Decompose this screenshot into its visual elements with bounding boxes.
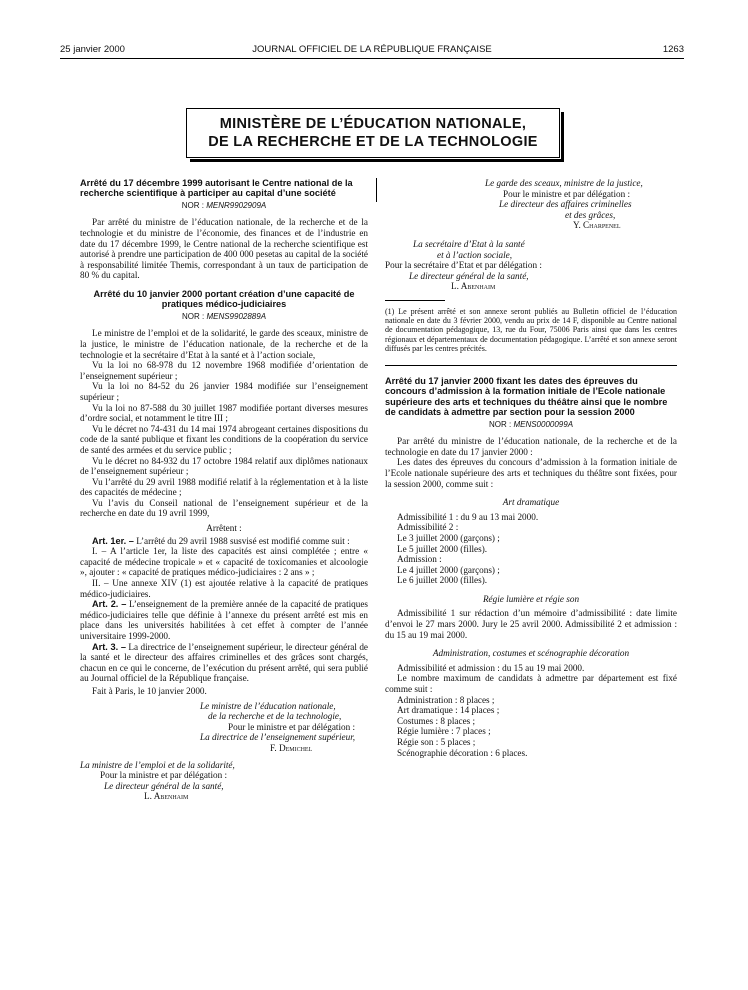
header-rule xyxy=(60,58,684,59)
sig-line: et à l’action sociale, xyxy=(437,249,513,260)
sig-line: La ministre de l’emploi et de la solidarité, xyxy=(80,759,235,770)
decree-1-body: Par arrêté du ministre de l’éducation nationale, de la recherche et de la technologie et du ministre de l’économie, des finances et de l’industrie en date du 17 décembre 1999, le Centre national de la recherche scientifique est autorisé à prendre une participation de 400 000 pesetas au capital de la société à responsabilité limitée Themis, correspondant à un taux de participation de 80 % du capital. xyxy=(80,217,368,281)
right-column xyxy=(385,178,677,758)
article-3-label: Art. 3. – xyxy=(92,641,126,652)
schedule-line: Le 3 juillet 2000 (garçons) ; xyxy=(397,532,500,543)
heading-administration: Administration, costumes et scénographie décoration xyxy=(432,648,630,659)
quota-line: Régie son : 5 places ; xyxy=(397,737,476,748)
nor-code: MENS9902889A xyxy=(206,311,267,321)
section-separator xyxy=(385,365,677,366)
quota-line: Régie lumière : 7 places ; xyxy=(397,726,491,737)
schedule-line: Admission : xyxy=(397,554,442,565)
signature-block-1 xyxy=(200,701,368,754)
decree-3-p1: Par arrêté du ministre de l’éducation nationale, de la recherche et de la technologie en date du 17 janvier 2000 : xyxy=(385,436,677,457)
signature-block-3 xyxy=(485,178,677,231)
column-separator xyxy=(376,178,377,202)
footnote-rule xyxy=(385,300,445,301)
heading-regie: Régie lumière et régie son xyxy=(482,593,580,604)
visa-2: Vu la loi no 84-52 du 26 janvier 1984 modifiée sur l’enseignement supérieur ; xyxy=(80,381,368,402)
article-1 xyxy=(80,536,368,547)
visa-1: Vu la loi no 68-978 du 12 novembre 1968 modifiée d’orientation de l’enseignement supérieur ; xyxy=(80,360,368,381)
decree-2-preamble: Le ministre de l’emploi et de la solidarité, le garde des sceaux, ministre de la justice, le ministre de l’éducation nationale, de la recherche et de la technologie et la secrétaire d’Etat à la santé et à l’action sociale, xyxy=(80,328,368,360)
left-column xyxy=(80,178,368,802)
schedule-line: Admissibilité 2 : xyxy=(397,522,459,533)
heading-art-dramatique: Art dramatique xyxy=(502,497,560,508)
sig-line: et des grâces, xyxy=(565,209,616,220)
page-header xyxy=(60,44,684,58)
sig-line: La directrice de l’enseignement supérieur, xyxy=(200,732,356,743)
nor-code: MENS0000099A xyxy=(513,419,574,429)
schedule-line: Admissibilité 1 : du 9 au 13 mai 2000. xyxy=(397,511,539,522)
signatory-name: L. Abenhaim xyxy=(144,791,189,802)
schedule-regie: Admissibilité 1 sur rédaction d’un mémoire d’admissibilité : date limite d’envoi le 27 mars 2000. Jury le 25 avril 2000. Admissibilité 2 et admission : du 15 au 19 mai 2000. xyxy=(385,608,677,640)
sig-line: de la recherche et de la technologie, xyxy=(208,711,342,722)
decree-2-nor xyxy=(80,312,368,323)
sig-line: Pour la secrétaire d’Etat et par délégation : xyxy=(385,260,542,271)
decree-3-nor xyxy=(385,420,677,431)
article-3-text: La directrice de l’enseignement supérieur, le directeur général de la santé et le directeur des affaires criminelles et des grâces sont chargés, chacun en ce qui le concerne, de l’exécution du présent arrêté, qui sera publié au Journal officiel de la République française. xyxy=(80,641,369,684)
schedule-line: Le 4 juillet 2000 (garçons) ; xyxy=(397,564,500,575)
fait-a-paris: Fait à Paris, le 10 janvier 2000. xyxy=(92,685,207,696)
sig-line: Pour la ministre et par délégation : xyxy=(100,770,228,781)
article-3 xyxy=(80,642,368,684)
schedule-line: Le 5 juillet 2000 (filles). xyxy=(397,543,488,554)
ministry-line-2: DE LA RECHERCHE ET DE LA TECHNOLOGIE xyxy=(208,134,538,150)
sig-line: Pour le ministre et par délégation : xyxy=(503,188,631,199)
visa-4: Vu le décret no 74-431 du 14 mai 1974 abrogeant certaines dispositions du code de la santé publique et fixant les conditions de la coopération du service de santé des armées et du service public ; xyxy=(80,423,368,455)
decree-3-title: Arrêté du 17 janvier 2000 fixant les dates des épreuves du concours d’admission à la formation initiale de l’Ecole nationale supérieure des arts et techniques du théâtre ainsi que le nombre de candidats à admettre par section pour la session 2000 xyxy=(385,375,668,418)
quota-line: Costumes : 8 places ; xyxy=(397,715,476,726)
ministry-box xyxy=(186,108,560,158)
sig-line: Le ministre de l’éducation nationale, xyxy=(200,700,336,711)
article-2-label: Art. 2. – xyxy=(92,599,127,610)
footnote: (1) Le présent arrêté et son annexe seront publiés au Bulletin officiel de l’éducation nationale en date du 3 février 2000, vendu au prix de 14 F, disponible au Centre national de documentation pédagogique, 13, rue du Four, 75006 Paris ainsi que dans les centres régionaux et départementaux de documentation pédagogique. L’arrêté et son annexe seront diffusés par les centres précités. xyxy=(385,306,677,353)
sig-line: Le directeur des affaires criminelles xyxy=(499,199,632,210)
decree-1-title: Arrêté du 17 décembre 1999 autorisant le Centre national de la recherche scientifique à participer au capital d’une société xyxy=(80,178,353,199)
decree-3-p2: Les dates des épreuves du concours d’admission à la formation initiale de l’Ecole nationale supérieure des arts et techniques du théâtre sont fixées, pour la session 2000, comme suit : xyxy=(385,457,677,489)
article-1-label: Art. 1er. – xyxy=(92,535,134,546)
nor-label: NOR : xyxy=(181,200,204,210)
quota-intro: Le nombre maximum de candidats à admettre par département est fixé comme suit : xyxy=(385,673,677,695)
sig-line: Le directeur général de la santé, xyxy=(409,270,529,281)
visa-3: Vu la loi no 87-588 du 30 juillet 1987 modifiée portant diverses mesures d’ordre social, et notamment le titre III ; xyxy=(80,402,368,424)
quota-line: Administration : 8 places ; xyxy=(397,694,495,705)
visa-7: Vu l’avis du Conseil national de l’enseignement supérieur et de la recherche en date du 19 avril 1999, xyxy=(80,497,368,519)
article-2 xyxy=(80,599,368,641)
header-journal-title: JOURNAL OFFICIEL DE LA RÉPUBLIQUE FRANÇAISE xyxy=(252,44,492,55)
visa-6: Vu l’arrêté du 29 avril 1988 modifié relatif à la réglementation et à la liste des capacités de médecine ; xyxy=(80,476,368,498)
article-2-text: L’enseignement de la première année de la capacité de pratiques médico-judiciaires telle que définie à l’annexe du présent arrêté est mis en place dans les universités habilitées à cet effet à compter de l’année universitaire 1999-2000. xyxy=(80,599,369,641)
quota-line: Scénographie décoration : 6 places. xyxy=(397,747,528,758)
decree-2-title: Arrêté du 10 janvier 2000 portant création d’une capacité de pratiques médico-judiciaires xyxy=(93,288,355,310)
signature-block-2 xyxy=(80,760,368,802)
signature-block-4 xyxy=(385,239,677,292)
ministry-line-1: MINISTÈRE DE L’ÉDUCATION NATIONALE, xyxy=(219,116,527,132)
signatory-name: L. Abenhaim xyxy=(451,281,496,292)
signatory-name: F. Demichel xyxy=(270,742,313,753)
sig-line: Pour le ministre et par délégation : xyxy=(228,721,356,732)
nor-code: MENR9902909A xyxy=(206,200,267,210)
nor-label: NOR : xyxy=(488,419,512,429)
sig-line: Le directeur général de la santé, xyxy=(104,780,224,791)
header-date: 25 janvier 2000 xyxy=(60,44,125,55)
schedule-administration: Admissibilité et admission : du 15 au 19 mai 2000. xyxy=(397,662,585,673)
signatory-name: Y. Charpenel xyxy=(573,220,621,231)
quota-line: Art dramatique : 14 places ; xyxy=(397,705,500,716)
visa-5: Vu le décret no 84-932 du 17 octobre 1984 relatif aux diplômes nationaux de l’enseignement supérieur ; xyxy=(80,455,368,477)
article-1-text: L’arrêté du 29 avril 1988 susvisé est modifié comme suit : xyxy=(136,535,350,546)
article-1-i: I. – A l’article 1er, la liste des capacités est ainsi complétée ; entre « capacité de médecine tropicale » et « capacité de toxicomanies et alcoologie », ajouter : « capacité de pratiques médico-judiciaires : 2 ans » ; xyxy=(80,546,368,578)
sig-line: Le garde des sceaux, ministre de la justice, xyxy=(485,178,643,188)
schedule-line: Le 6 juillet 2000 (filles). xyxy=(397,575,488,586)
article-1-ii: II. – Une annexe XIV (1) est ajoutée relative à la capacité de pratiques médico-judiciaires. xyxy=(80,578,368,599)
header-page-number: 1263 xyxy=(662,44,684,55)
sig-line: La secrétaire d’Etat à la santé xyxy=(413,238,525,249)
arretent: Arrêtent : xyxy=(206,523,242,534)
decree-1-nor xyxy=(80,201,368,212)
nor-label: NOR : xyxy=(181,311,205,321)
